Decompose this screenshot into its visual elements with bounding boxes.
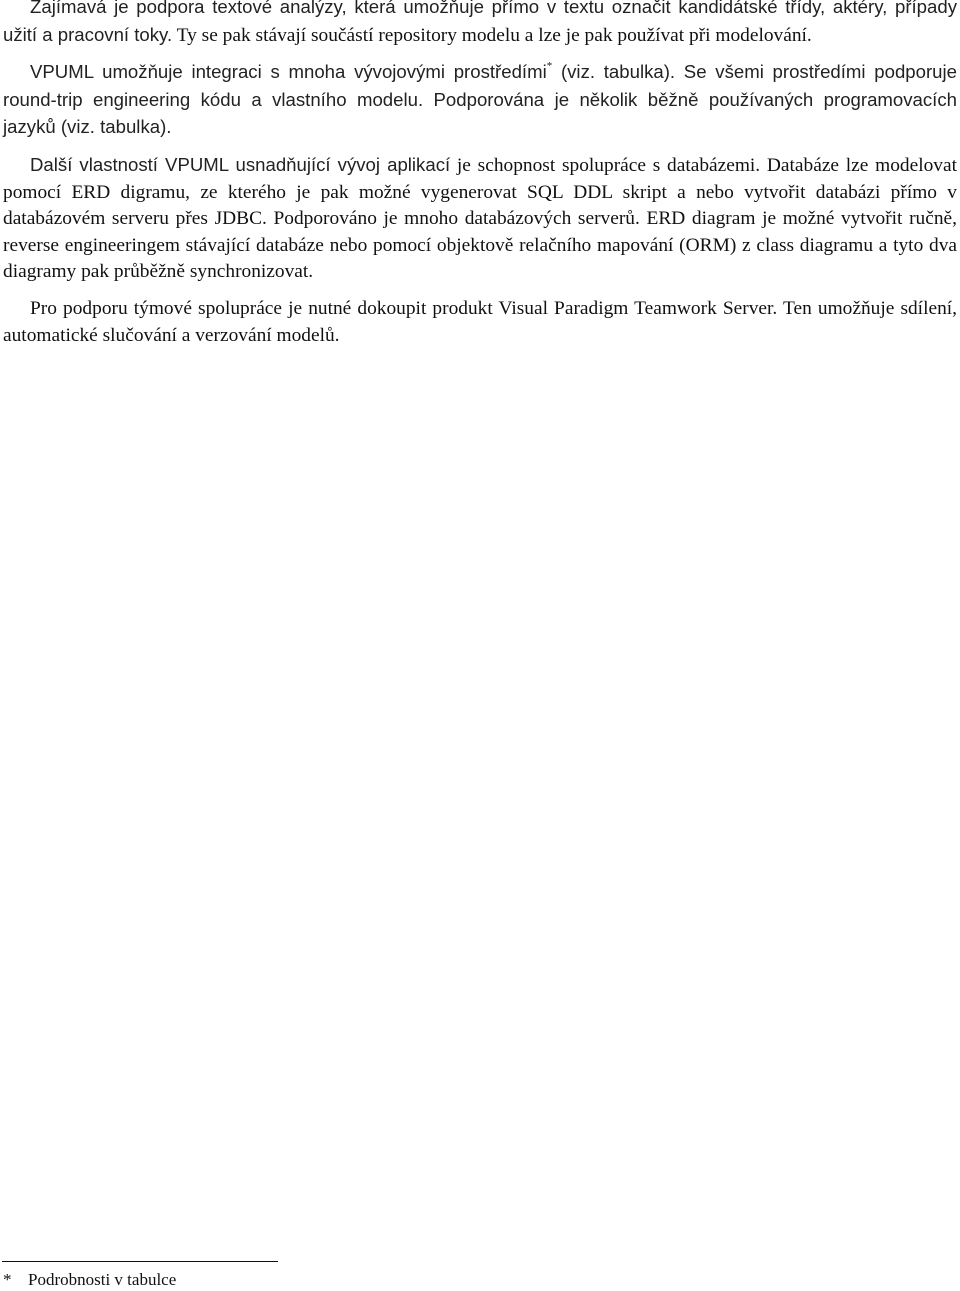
paragraph-database (3, 152, 957, 286)
text-run: Ty se pak stávají součástí repository modelu a lze je pak používat při modelování. (172, 24, 812, 46)
text-run: (viz. tabulka). Se všemi prostředími podporuje round-trip engineering kódu a vlastního modelu. Podporována je několik běžně používaných programovacích jazyků (viz. tabulka). (3, 61, 957, 138)
footnote-text: Podrobnosti v tabulce (28, 1270, 177, 1289)
paragraph-ide-integration (3, 59, 957, 142)
footnote-divider (2, 1261, 278, 1262)
text-run: Pro podporu týmové spolupráce je nutné dokoupit produkt Visual Paradigm Teamwork Server. Ten umožňuje sdílení, automatické slučování a verzování modelů. (3, 297, 957, 346)
paragraph-teamwork (3, 296, 957, 349)
text-run: Další vlastností VPUML usnadňující vývoj aplikací (30, 153, 451, 175)
text-run: je schopnost spolupráce s databázemi. Databáze lze modelovat pomocí ERD digramu, ze kterého je pak možné vygenerovat SQL DDL skript a nebo vytvořit databázi přímo v databázovém serveru přes JDBC. Podporováno je mnoho databázových serverů. ERD diagram je možné vytvořit ručně, reverse engineeringem stávající databáze nebo pomocí objektově relačního mapování (ORM) z class diagramu a tyto dva diagramy pak průběžně synchronizovat. (3, 154, 957, 283)
footnote-mark: * (3, 1270, 12, 1289)
text-run: Zajímavá je podpora textové analýzy, která umožňuje přímo v textu označit kandidátské třídy, aktéry, případy užití a pracovní toky. (3, 0, 957, 45)
footnote-reference: * (546, 59, 553, 72)
footnote (3, 1270, 176, 1290)
body-text (3, 0, 957, 349)
text-run: VPUML umožňuje integraci s mnoha vývojovými prostředími (30, 61, 547, 83)
paragraph-text-analysis (3, 0, 957, 49)
